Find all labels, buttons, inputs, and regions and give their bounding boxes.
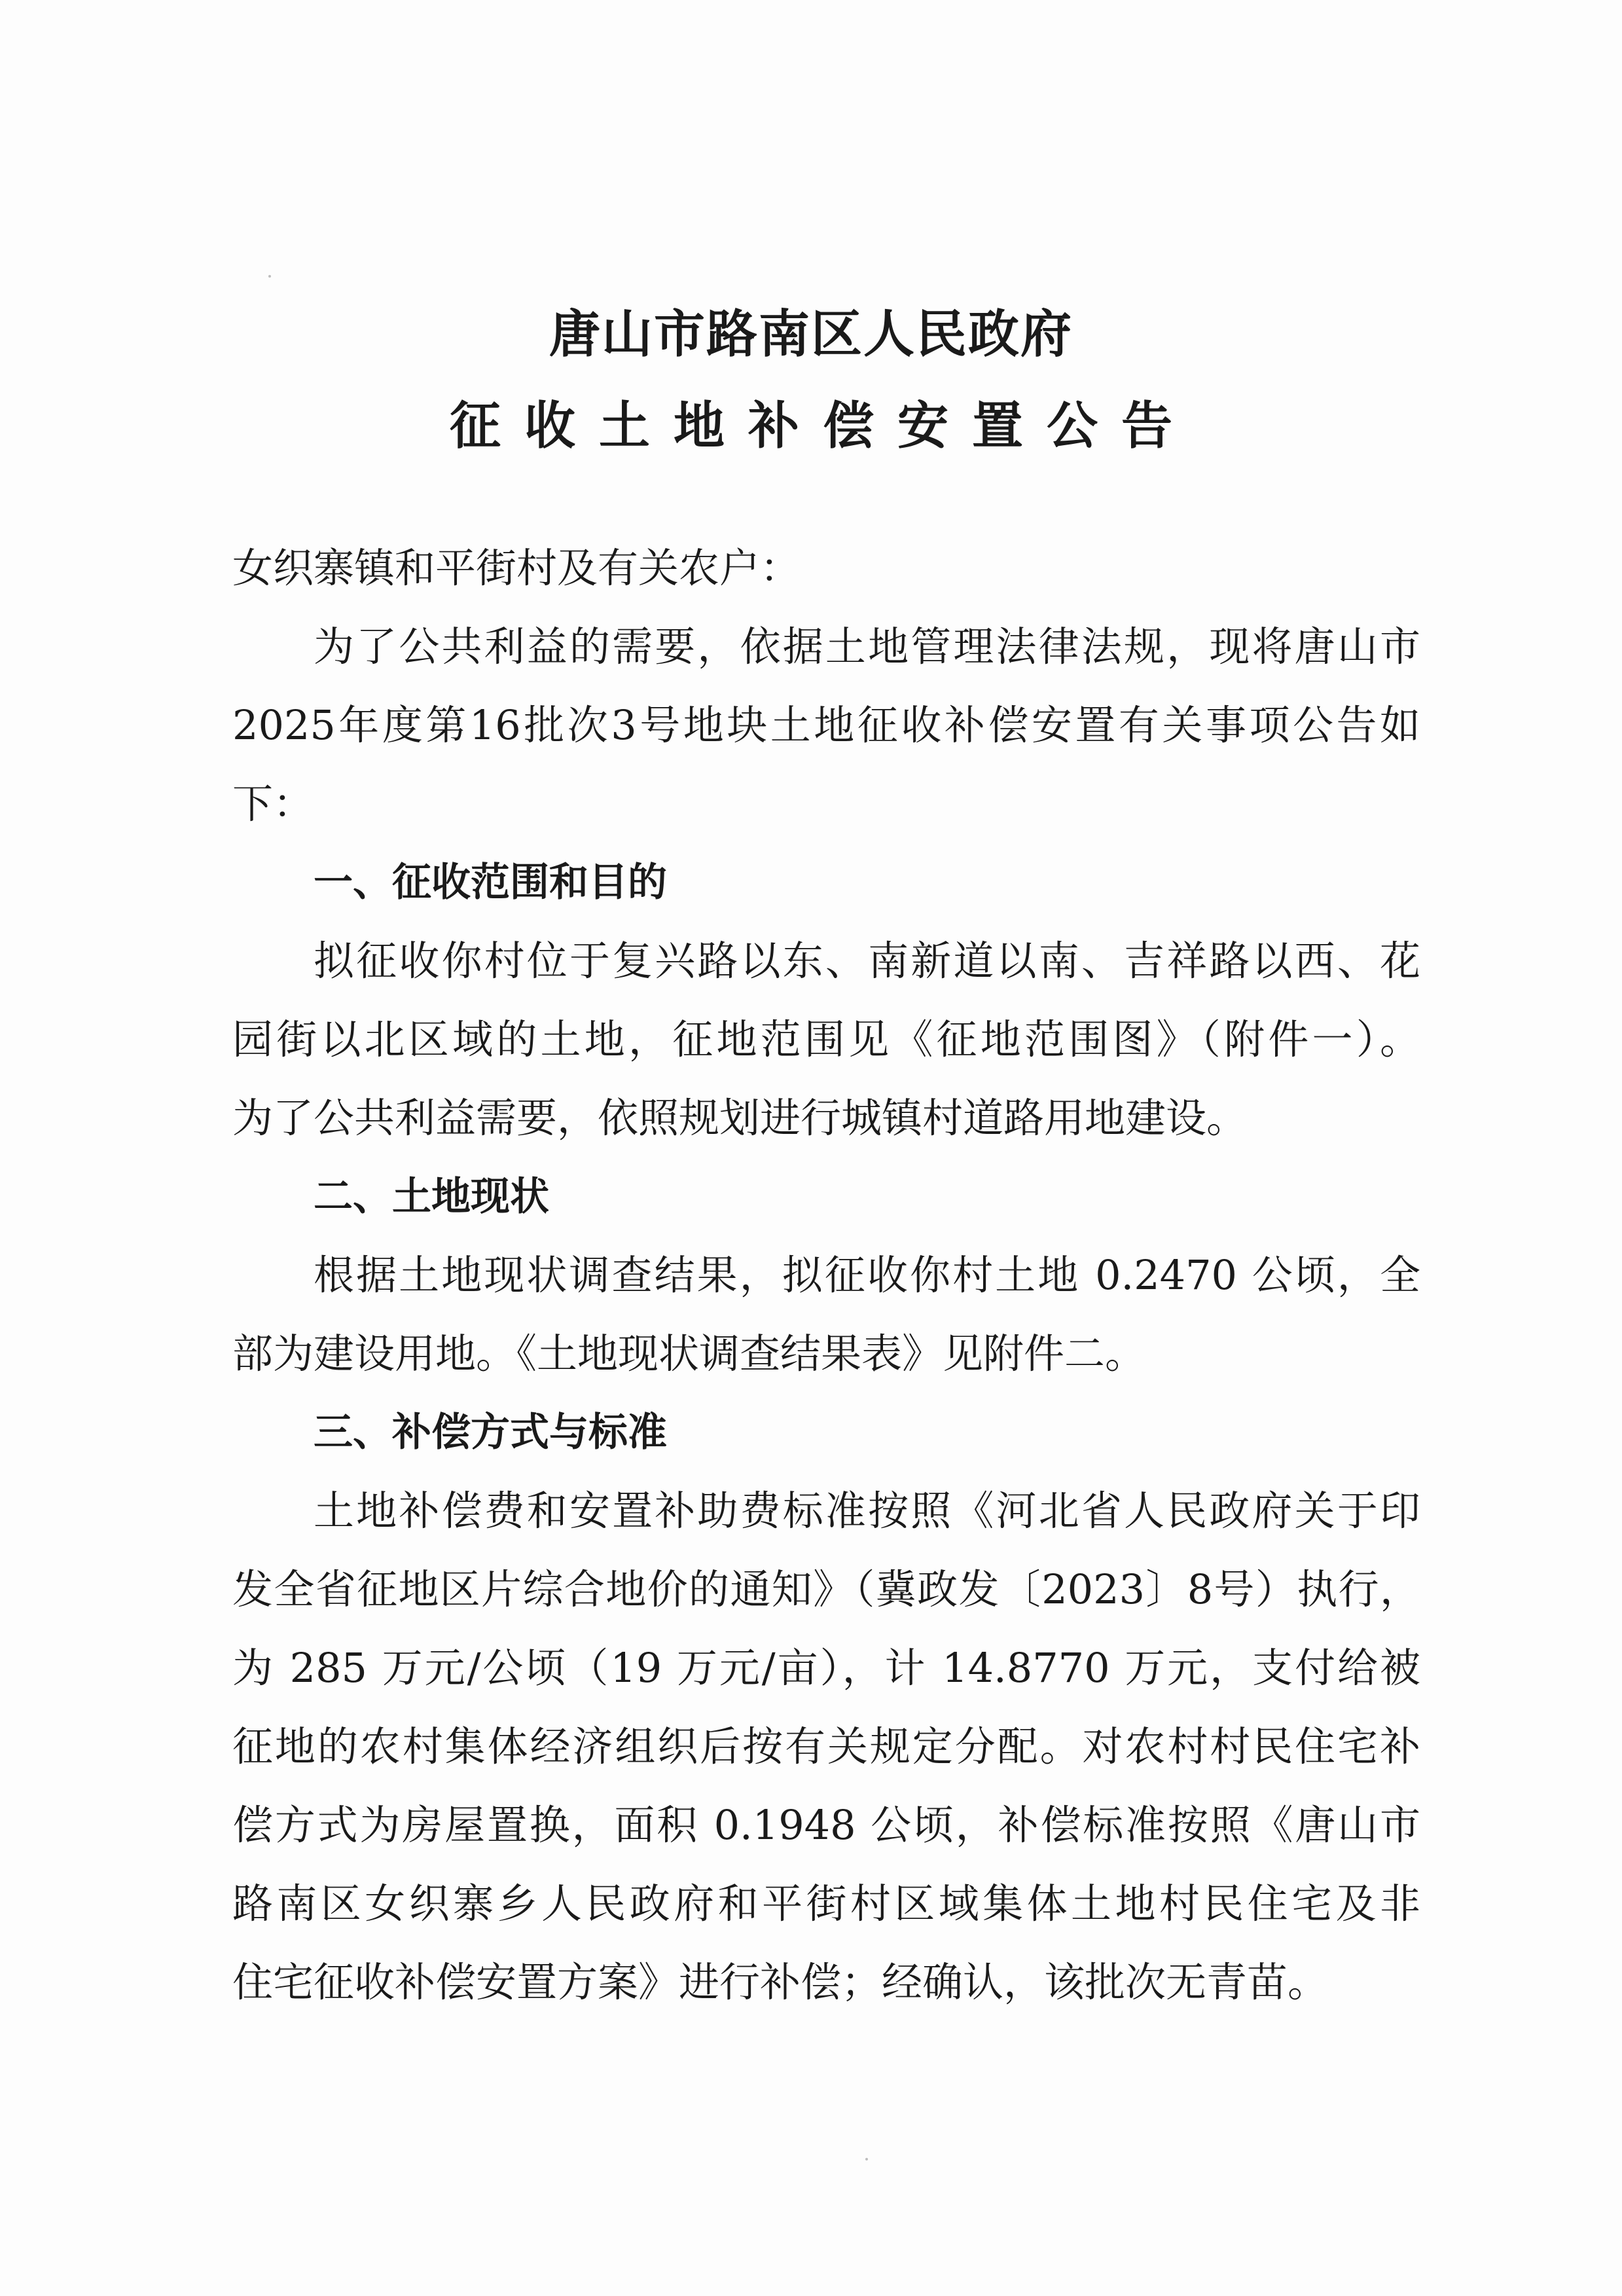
paragraph-first-line: 根据土地现状调查结果，拟征收你村土地 0.2470 公顷，全 <box>314 1251 1420 1299</box>
section-heading: 三、补偿方式与标准 <box>314 1410 667 1455</box>
scan-speck <box>865 2158 868 2160</box>
body-text-line: 园街以北区域的土地，征地范围见《征地范围图》（附件一）。 <box>232 1015 1420 1063</box>
title-issuer: 唐山市路南区人民政府 <box>549 305 1073 364</box>
document-title <box>0 298 1622 463</box>
body-text-line: 女织寨镇和平街村及有关农户： <box>232 544 801 592</box>
body-text-line: 发全省征地区片综合地价的通知》（冀政发〔2023〕8号）执行， <box>232 1565 1420 1613</box>
body-text-line: 部为建设用地。《土地现状调查结果表》见附件二。 <box>232 1330 1146 1377</box>
body-text-line: 为了公共利益需要，依照规划进行城镇村道路用地建设。 <box>232 1094 1248 1142</box>
body-text-line: 2025年度第16批次3号地块土地征收补偿安置有关事项公告如 <box>232 701 1420 749</box>
body-text-line: 偿方式为房屋置换，面积 0.1948 公顷，补偿标准按照《唐山市 <box>232 1801 1420 1849</box>
body-text-line: 路南区女织寨乡人民政府和平街村区域集体土地村民住宅及非 <box>232 1880 1420 1927</box>
body-text-line: 下： <box>232 780 314 828</box>
body-text-line: 征地的农村集体经济组织后按有关规定分配。对农村村民住宅补 <box>232 1722 1420 1770</box>
body-text-line: 为 285 万元/公顷（19 万元/亩），计 14.8770 万元，支付给被 <box>232 1644 1420 1692</box>
paragraph-first-line: 为了公共利益的需要，依据土地管理法律法规，现将唐山市 <box>314 623 1420 670</box>
paragraph-first-line: 土地补偿费和安置补助费标准按照《河北省人民政府关于印 <box>314 1487 1420 1535</box>
section-heading: 二、土地现状 <box>314 1174 549 1220</box>
scan-speck <box>268 275 271 278</box>
paragraph-first-line: 拟征收你村位于复兴路以东、南新道以南、吉祥路以西、花 <box>314 937 1420 985</box>
title-subject: 征收土地补偿安置公告 <box>449 397 1196 456</box>
section-heading: 一、征收范围和目的 <box>314 860 667 905</box>
body-text-line: 住宅征收补偿安置方案》进行补偿；经确认，该批次无青苗。 <box>232 1958 1329 2006</box>
document-body <box>232 529 1420 2022</box>
